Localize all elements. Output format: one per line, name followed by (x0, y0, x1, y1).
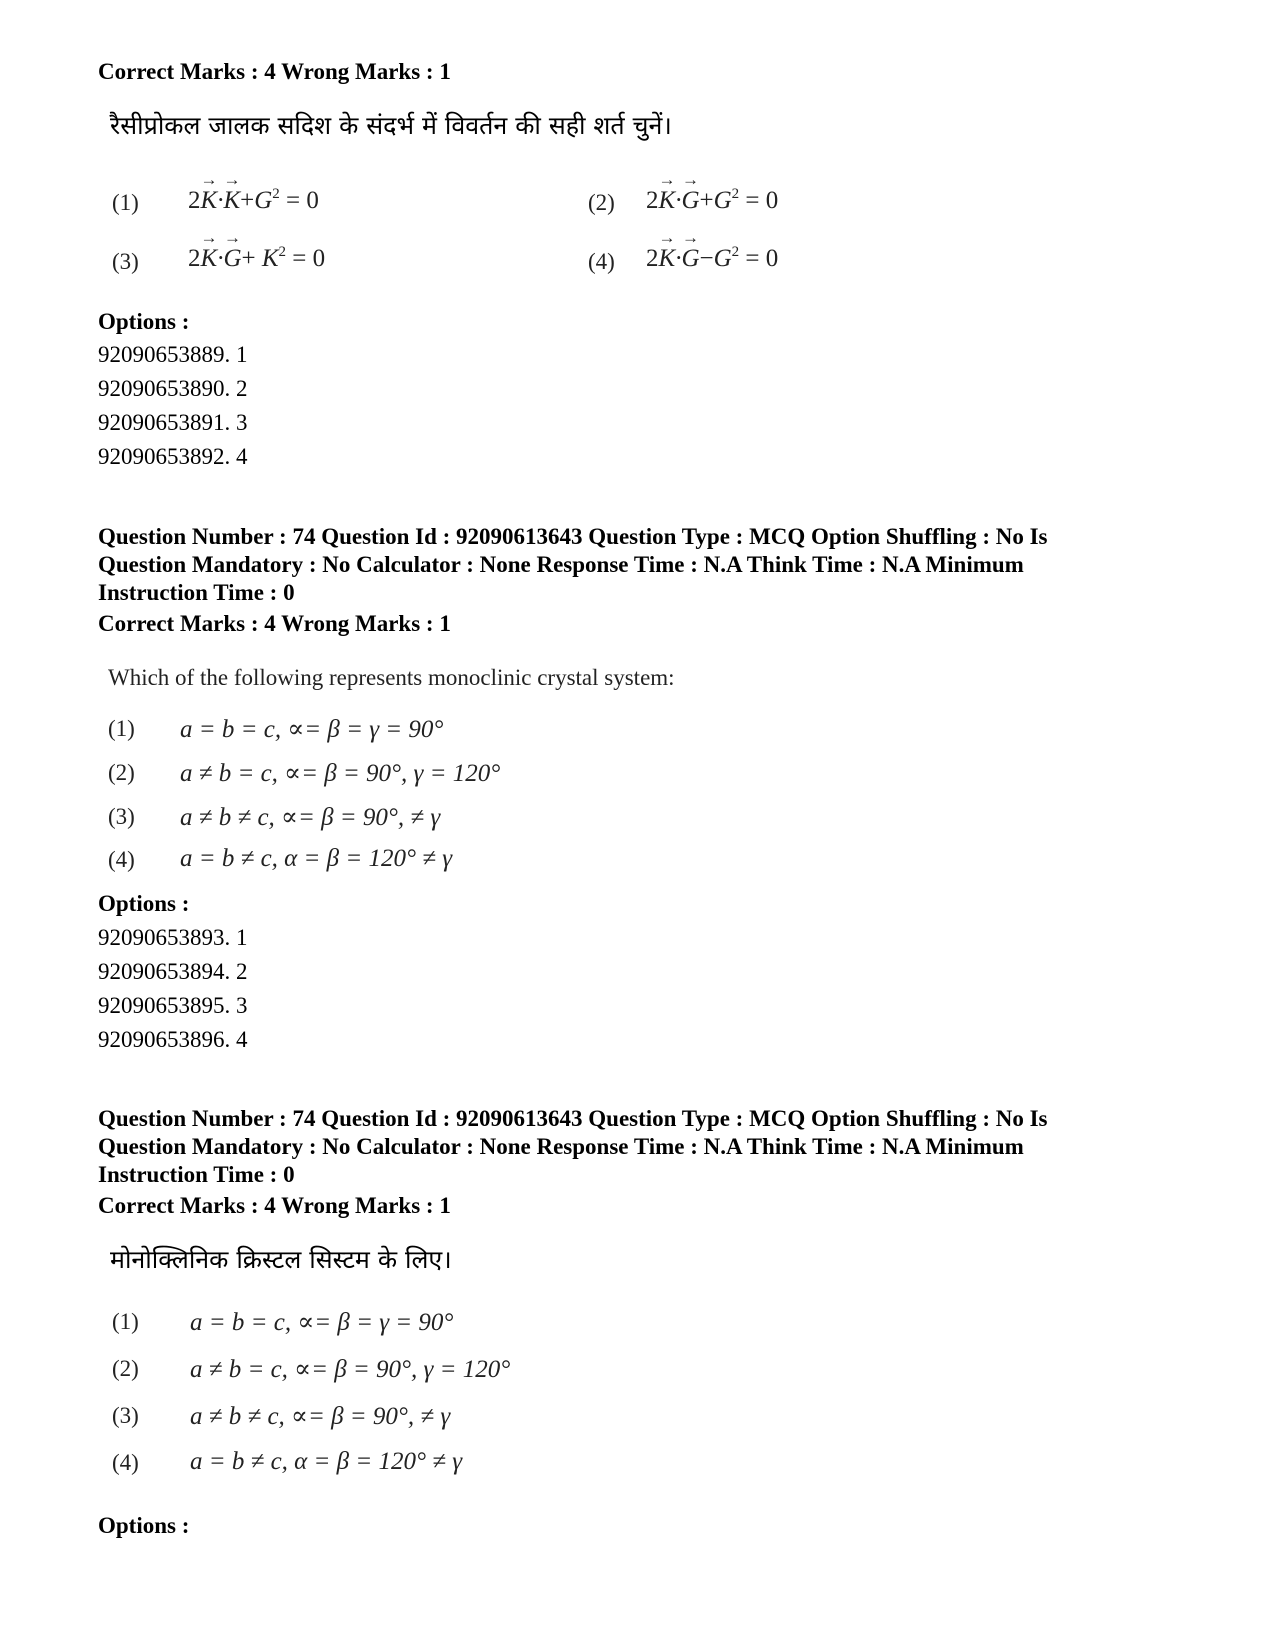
question-header (98, 523, 1198, 607)
choice-equation: $2\to K\cdot\to K+G^2 = 0$ (188, 186, 319, 215)
option-id: 92090653893. 1 (98, 925, 248, 950)
choice-number: (1) (108, 716, 135, 741)
question-header-line: Instruction Time : 0 (98, 580, 295, 605)
choice-number: (3) (112, 1403, 139, 1428)
question-header-line: Question Number : 74 Question Id : 92090613643 Question Type : MCQ Option Shuffling : No Is (98, 524, 1048, 549)
choice-number: (3) (112, 249, 139, 274)
correct-wrong-marks: Correct Marks : 4 Wrong Marks : 1 (98, 1193, 451, 1218)
choice-number: (2) (112, 1356, 139, 1381)
question-header-line: Question Mandatory : No Calculator : None Response Time : N.A Think Time : N.A Minimum (98, 552, 1024, 577)
choice-equation: a = b ≠ c, α = β = 120° ≠ γ (190, 1448, 463, 1475)
question-stem-hindi: मोनोक्लिनिक क्रिस्टल सिस्टम के लिए। (110, 1245, 452, 1274)
choice-number: (1) (112, 190, 139, 215)
options-label: Options : (98, 891, 190, 916)
question-stem-english: Which of the following represents monoclinic crystal system: (108, 665, 675, 690)
choice-number: (2) (588, 190, 615, 215)
choice-number: (4) (112, 1450, 139, 1475)
option-id: 92090653894. 2 (98, 959, 248, 984)
choice-equation: $2\to K\cdot\to G+G^2 = 0$ (646, 186, 778, 215)
choice-equation: a ≠ b ≠ c, ∝= β = 90°, ≠ γ (190, 1403, 451, 1430)
question-header-line: Question Number : 74 Question Id : 92090613643 Question Type : MCQ Option Shuffling : No Is (98, 1106, 1048, 1131)
question-stem-hindi: रैसीप्रोकल जालक सदिश के संदर्भ में विवर्तन की सही शर्त चुनें। (110, 111, 672, 140)
choice-equation: a = b = c, ∝= β = γ = 90° (180, 716, 444, 743)
correct-wrong-marks: Correct Marks : 4 Wrong Marks : 1 (98, 611, 451, 636)
question-header-line: Instruction Time : 0 (98, 1162, 295, 1187)
option-id: 92090653890. 2 (98, 376, 248, 401)
option-id: 92090653895. 3 (98, 993, 248, 1018)
choice-equation: a = b ≠ c, α = β = 120° ≠ γ (180, 845, 453, 872)
choice-number: (1) (112, 1309, 139, 1334)
choice-number: (3) (108, 804, 135, 829)
question-header (98, 1105, 1198, 1189)
option-id: 92090653896. 4 (98, 1027, 248, 1052)
options-label: Options : (98, 309, 190, 334)
choice-equation: a ≠ b = c, ∝= β = 90°, γ = 120° (180, 760, 501, 787)
question-header-line: Question Mandatory : No Calculator : None Response Time : N.A Think Time : N.A Minimum (98, 1134, 1024, 1159)
choice-equation: a = b = c, ∝= β = γ = 90° (190, 1309, 454, 1336)
option-id: 92090653892. 4 (98, 444, 248, 469)
choice-equation: a ≠ b ≠ c, ∝= β = 90°, ≠ γ (180, 804, 441, 831)
option-id: 92090653891. 3 (98, 410, 248, 435)
choice-number: (4) (108, 847, 135, 872)
options-label: Options : (98, 1513, 190, 1538)
choice-equation: a ≠ b = c, ∝= β = 90°, γ = 120° (190, 1356, 511, 1383)
correct-wrong-marks: Correct Marks : 4 Wrong Marks : 1 (98, 59, 451, 84)
choice-equation: $2\to K\cdot\to G-G^2 = 0$ (646, 244, 778, 273)
choice-number: (2) (108, 760, 135, 785)
choice-equation: $2\to K\cdot\to G+ K^2 = 0$ (188, 244, 325, 273)
option-id: 92090653889. 1 (98, 342, 248, 367)
choice-number: (4) (588, 249, 615, 274)
